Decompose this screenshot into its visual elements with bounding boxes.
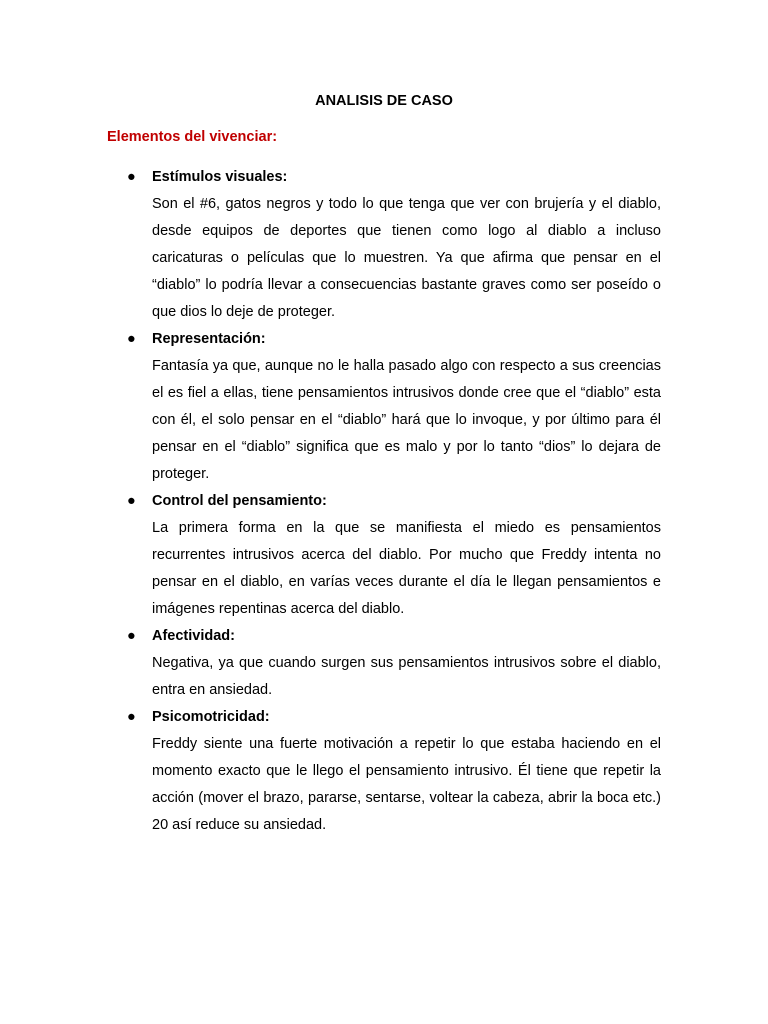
list-item: [0, 488, 661, 623]
item-heading: Representación:: [152, 331, 266, 347]
list-item: [0, 704, 661, 839]
bullet-icon: ●: [127, 331, 136, 347]
document-title: ANALISIS DE CASO: [315, 93, 453, 109]
bullet-icon: ●: [127, 169, 136, 185]
section-heading: Elementos del vivenciar:: [107, 129, 278, 145]
item-heading: Control del pensamiento:: [152, 493, 327, 509]
bullet-icon: ●: [127, 493, 136, 509]
item-body: Fantasía ya que, aunque no le halla pasado algo con respecto a sus creencias el es fiel a ellas, tiene pensamientos intrusivos donde cree que el “diablo” esta con él, el solo pensar en el “diablo” hará que lo invoque, y por último para él pensar en el “diablo” significa que es malo y por lo tanto “dios” lo dejara de proteger.: [152, 358, 661, 482]
item-body: Freddy siente una fuerte motivación a repetir lo que estaba haciendo en el momento exacto que le llego el pensamiento intrusivo. Él tiene que repetir la acción (mover el brazo, pararse, sentarse, voltear la cabeza, abrir la boca etc.) 20 así reduce su ansiedad.: [152, 736, 661, 833]
list-item: [0, 326, 661, 488]
bullet-icon: ●: [127, 628, 136, 644]
item-heading: Estímulos visuales:: [152, 169, 288, 185]
item-heading: Afectividad:: [152, 628, 235, 644]
item-body: Negativa, ya que cuando surgen sus pensamientos intrusivos sobre el diablo, entra en ansiedad.: [152, 655, 661, 698]
list-item: [0, 623, 661, 704]
item-list: [0, 164, 768, 839]
item-body: Son el #6, gatos negros y todo lo que tenga que ver con brujería y el diablo, desde equipos de deportes que tienen como logo al diablo a incluso caricaturas o películas que lo muestren. Ya que afirma que pensar en el “diablo” lo podría llevar a consecuencias bastante graves como ser poseído o que dios lo deje de proteger.: [152, 196, 661, 320]
item-heading: Psicomotricidad:: [152, 709, 270, 725]
item-body: La primera forma en la que se manifiesta el miedo es pensamientos recurrentes intrusivos acerca del diablo. Por mucho que Freddy intenta no pensar en el diablo, en varías veces durante el día le llegan pensamientos e imágenes repentinas acerca del diablo.: [152, 520, 661, 617]
bullet-icon: ●: [127, 709, 136, 725]
list-item: [0, 164, 661, 326]
